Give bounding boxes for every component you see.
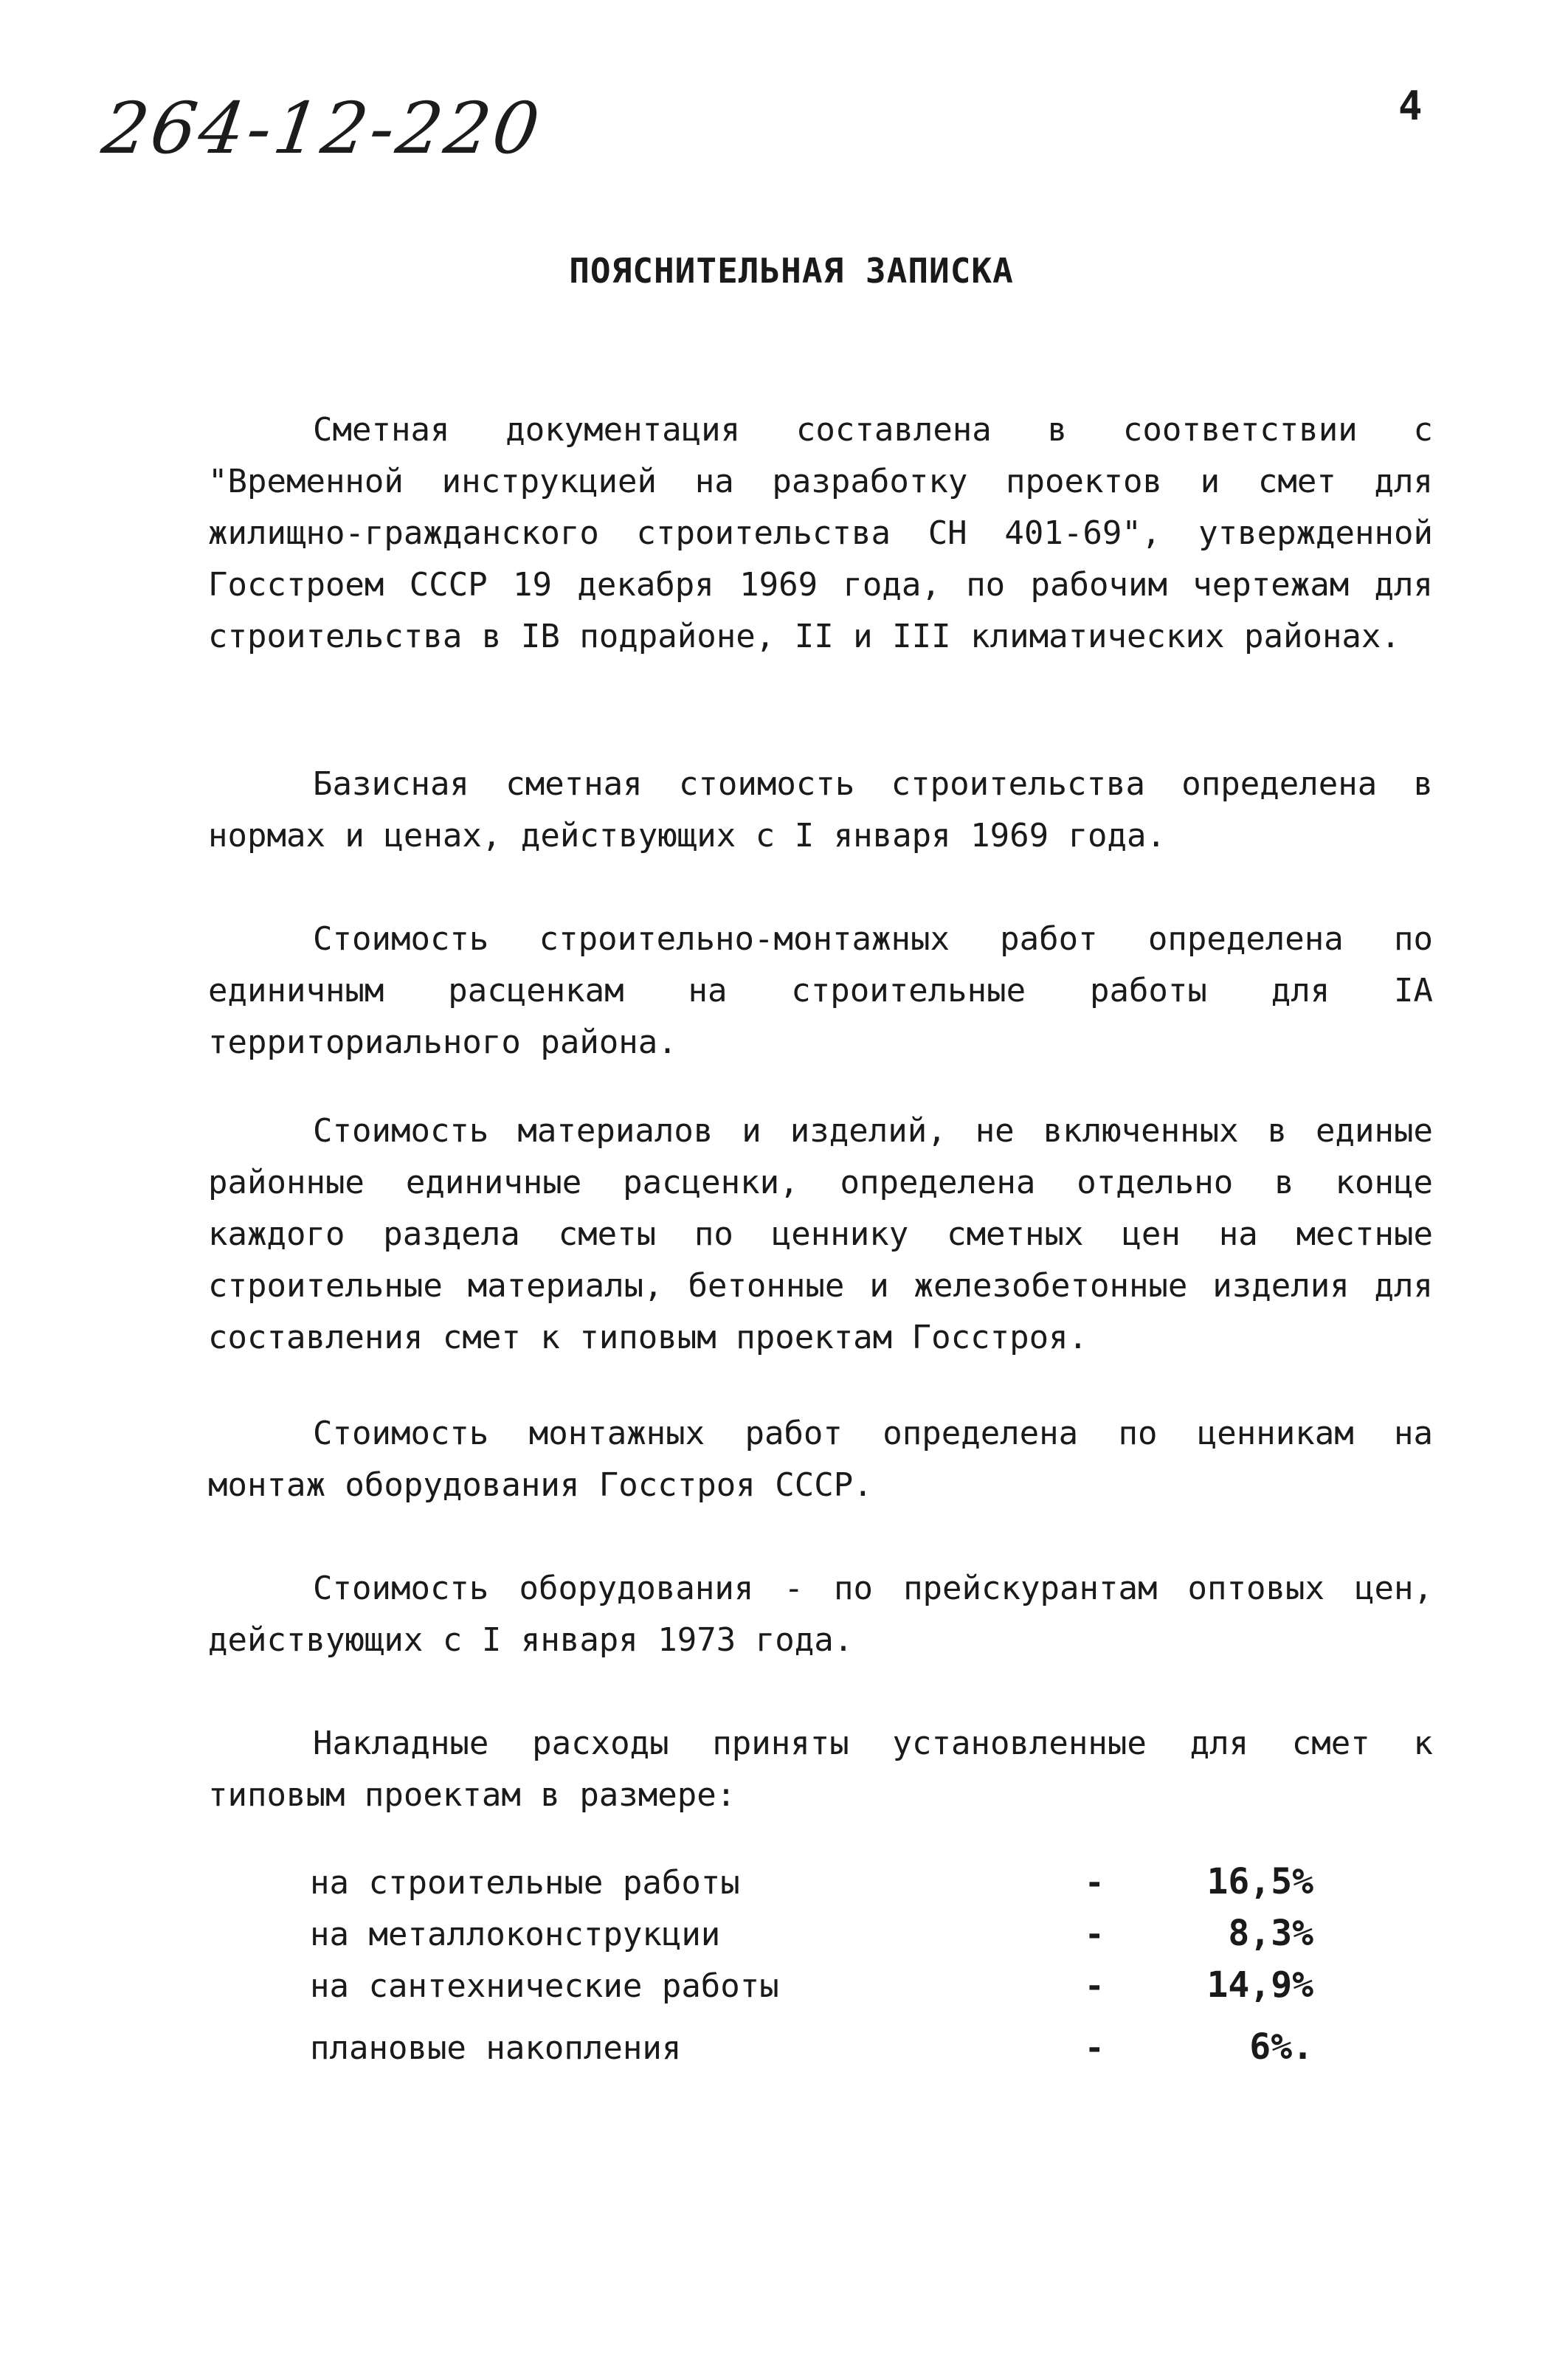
paragraph-1: Сметная документация составлена в соответствии с "Временной инструкцией на разработку проектов и смет для жилищно-гражданского строительства СН 401-69", утвержденной Госстроем СССР 19 декабря 1969 года, по рабочим чертежам для строительства в IВ подрайоне, II и III климатических районах. (208, 411, 1433, 655)
rate-row (310, 1910, 1343, 1961)
rate-dash: - (1085, 2029, 1105, 2067)
rate-row (310, 1961, 1343, 2013)
document-title: ПОЯСНИТЕЛЬНАЯ ЗАПИСКА (569, 251, 1014, 291)
rate-row (310, 1858, 1343, 1910)
page-number: 4 (1398, 83, 1423, 129)
rate-label: на строительные работы (310, 1864, 740, 1902)
paragraph-7: Накладные расходы приняты установленные для смет к типовым проектам в размере: (208, 1725, 1433, 1814)
rate-value: 6%. (1249, 2026, 1313, 2068)
rate-dash: - (1085, 1916, 1105, 1953)
paragraph-3: Стоимость строительно-монтажных работ определена по единичным расценкам на строительные работы для IА территориального района. (208, 920, 1433, 1061)
rate-label: плановые накопления (310, 2029, 682, 2067)
paragraph-5: Стоимость монтажных работ определена по ценникам на монтаж оборудования Госстроя СССР. (208, 1415, 1433, 1504)
rate-value: 14,9% (1206, 1964, 1313, 2006)
document-code: 264-12-220 (97, 87, 548, 170)
rate-value: 8,3% (1228, 1913, 1313, 1954)
rate-label: на сантехнические работы (310, 1967, 779, 2005)
rate-label: на металлоконструкции (310, 1916, 721, 1953)
paragraph-6: Стоимость оборудования - по прейскурантам оптовых цен, действующих с I января 1973 года. (208, 1570, 1433, 1659)
rate-value: 16,5% (1206, 1861, 1313, 1902)
overhead-rates-list (310, 1858, 1343, 2075)
rate-dash: - (1085, 1864, 1105, 1902)
rate-dash: - (1085, 1967, 1105, 2005)
paragraph-2: Базисная сметная стоимость строительства определена в нормах и ценах, действующих с I января 1969 года. (208, 765, 1433, 855)
rate-row (310, 2023, 1343, 2075)
paragraph-4: Стоимость материалов и изделий, не включенных в единые районные единичные расценки, определена отдельно в конце каждого раздела сметы по ценнику сметных цен на местные строительные материалы, бетонные и железобетонные изделия для составления смет к типовым проектам Госстроя. (208, 1112, 1433, 1356)
